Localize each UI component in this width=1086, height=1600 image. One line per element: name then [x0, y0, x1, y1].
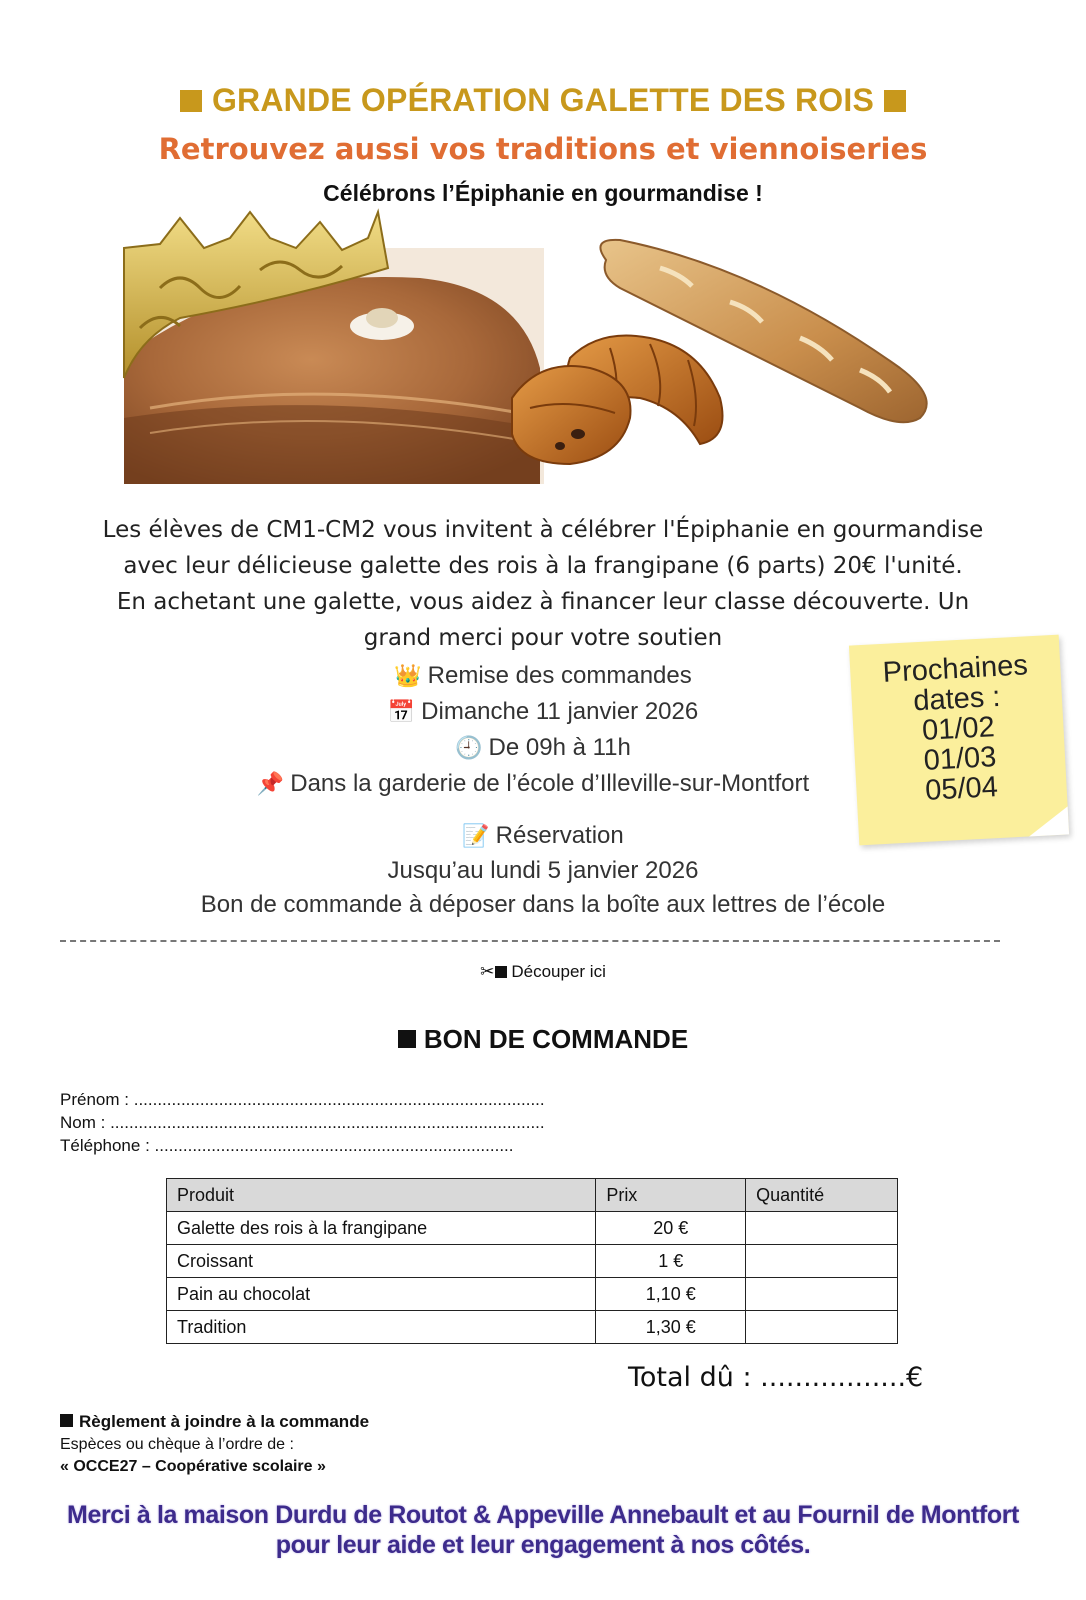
intro-line: avec leur délicieuse galette des rois à la frangipane (6 parts) 20€ l'unité. [123, 553, 963, 579]
product-cell: Pain au chocolat [167, 1278, 596, 1311]
quantity-cell[interactable] [746, 1212, 898, 1245]
intro-line: Les élèves de CM1-CM2 vous invitent à célébrer l'Épiphanie en gourmandise [102, 517, 984, 543]
thanks-message [0, 1500, 1086, 1560]
sticky-note-title: Prochaines dates : [881, 649, 1029, 718]
pastry-illustration [120, 208, 950, 498]
table-row [167, 1311, 898, 1344]
square-bullet-icon [884, 90, 906, 112]
total-due[interactable]: Total dû : .................€ [628, 1362, 924, 1393]
quantity-cell[interactable] [746, 1278, 898, 1311]
first-name-field[interactable]: Prénom : ....................................................................................... [60, 1090, 545, 1109]
thanks-line: Merci à la maison Durdu de Routot & Appeville Annebault et au Fournil de Montfort [67, 1501, 1019, 1529]
phone-field[interactable]: Téléphone : ............................................................................ [60, 1136, 514, 1155]
sticky-note-date: 01/03 [922, 741, 998, 777]
square-bullet-icon [495, 966, 507, 978]
table-header-row [167, 1179, 898, 1212]
column-header-price: Prix [596, 1179, 746, 1212]
square-bullet-icon [60, 1414, 73, 1427]
thanks-line: pour leur aide et leur engagement à nos côtés. [275, 1531, 811, 1559]
flyer-title-text: GRANDE OPÉRATION GALETTE DES ROIS [211, 82, 875, 118]
clock-icon: 🕘 [455, 735, 483, 760]
table-row [167, 1278, 898, 1311]
quantity-cell[interactable] [746, 1311, 898, 1344]
scissors-icon: ✂ [480, 962, 495, 981]
flyer-tagline: Célébrons l’Épiphanie en gourmandise ! [323, 180, 763, 206]
quantity-cell[interactable] [746, 1245, 898, 1278]
sticky-note [849, 635, 1069, 846]
reservation-deadline: Jusqu’au lundi 5 janvier 2026 [387, 857, 699, 884]
pickup-heading: 👑 Remise des commandes [394, 662, 692, 689]
memo-icon: 📝 [462, 823, 490, 848]
price-cell: 1,30 € [596, 1311, 746, 1344]
flyer-subtitle: Retrouvez aussi vos traditions et viennoiseries [158, 132, 928, 166]
product-cell: Croissant [167, 1245, 596, 1278]
pain-au-chocolat-image [512, 366, 631, 464]
cut-label: ✂ Découper ici [480, 962, 606, 981]
order-table [166, 1178, 898, 1344]
product-cell: Galette des rois à la frangipane [167, 1212, 596, 1245]
pushpin-icon: 📌 [256, 771, 285, 796]
pickup-place: 📌 Dans la garderie de l’école d’Illeville-sur-Montfort [256, 770, 810, 797]
payment-title: Règlement à joindre à la commande [60, 1412, 369, 1432]
price-cell: 1 € [596, 1245, 746, 1278]
intro-line: grand merci pour votre soutien [363, 625, 723, 651]
reservation-heading: 📝 Réservation [462, 822, 624, 849]
sticky-note-fold [1028, 806, 1069, 836]
table-row [167, 1212, 898, 1245]
cut-dashed-line [60, 940, 1000, 942]
flyer-title [0, 82, 1086, 119]
reservation-instructions: Bon de commande à déposer dans la boîte aux lettres de l’école [200, 891, 886, 918]
price-cell: 1,10 € [596, 1278, 746, 1311]
intro-paragraph [30, 512, 1056, 656]
order-form-title: BON DE COMMANDE [0, 1024, 1086, 1055]
crown-icon: 👑 [394, 663, 422, 688]
table-row [167, 1245, 898, 1278]
sticky-note-date: 01/02 [921, 711, 996, 747]
column-header-quantity: Quantité [746, 1179, 898, 1212]
calendar-icon: 📅 [387, 699, 416, 724]
pickup-hours: 🕘 De 09h à 11h [455, 734, 631, 761]
column-header-product: Produit [167, 1179, 596, 1212]
pickup-date: 📅 Dimanche 11 janvier 2026 [387, 698, 699, 725]
payment-payee: « OCCE27 – Coopérative scolaire » [60, 1458, 326, 1475]
last-name-field[interactable]: Nom : ............................................................................................ [60, 1113, 545, 1132]
product-cell: Tradition [167, 1311, 596, 1344]
payment-methods: Espèces ou chèque à l’ordre de : [60, 1436, 294, 1453]
square-bullet-icon [180, 90, 202, 112]
sticky-note-date: 05/04 [924, 771, 999, 807]
square-bullet-icon [398, 1030, 416, 1048]
price-cell: 20 € [596, 1212, 746, 1245]
intro-line: En achetant une galette, vous aidez à financer leur classe découverte. Un [116, 589, 970, 615]
